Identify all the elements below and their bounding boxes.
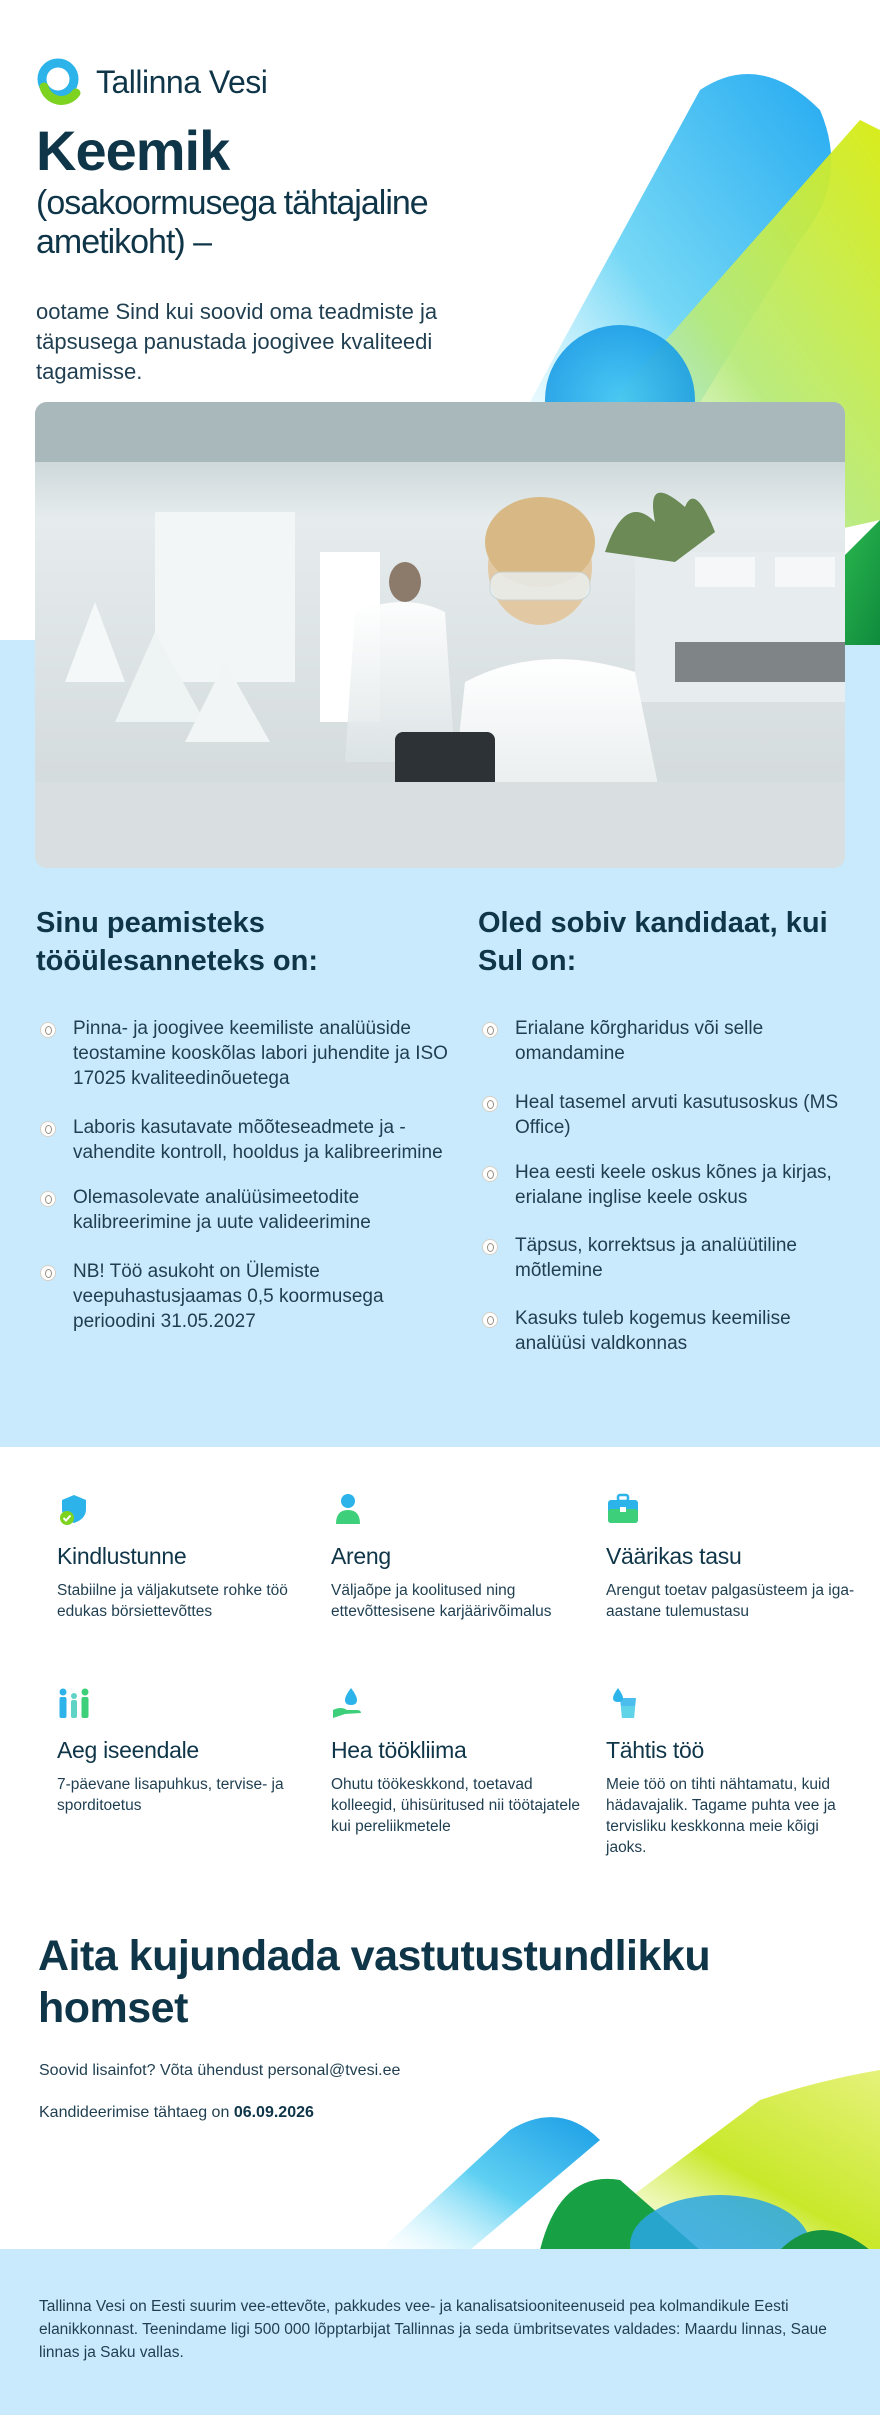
bullet-drop-icon (482, 1166, 498, 1182)
benefit-card (57, 1492, 307, 1622)
benefit-title: Tähtis töö (606, 1737, 704, 1763)
benefit-text: Väljaõpe ja koolitused ning ettevõttesisene karjäärivõimalus (331, 1582, 552, 1620)
benefit-card (331, 1686, 581, 1837)
benefit-title: Hea töökliima (331, 1737, 467, 1763)
briefcase-icon (606, 1492, 640, 1526)
family-icon (57, 1686, 91, 1720)
bullet-drop-icon (40, 1265, 56, 1281)
bullet-drop-icon (482, 1096, 498, 1112)
benefit-card (57, 1686, 307, 1816)
page-title: Keemik (36, 119, 230, 182)
requirements-title: Oled sobiv kandidaat, kui Sul on: (478, 907, 828, 977)
lab-photo (35, 402, 845, 868)
lead-text: ootame Sind kui soovid oma teadmiste ja täpsusega panustada joogivee kvaliteedi tagamisse. (36, 299, 438, 384)
list-item: Pinna- ja joogivee keemiliste analüüside teostamine kooskõlas labori juhendite ja ISO 17025 kvaliteedinõuetega (36, 1016, 456, 1091)
benefit-title: Kindlustunne (57, 1543, 187, 1569)
hand-drop-icon (331, 1686, 365, 1720)
bullet-drop-icon (40, 1191, 56, 1207)
list-item: Heal tasemel arvuti kasutusoskus (MS Office) (478, 1090, 848, 1140)
brand-name: Tallinna Vesi (96, 63, 268, 100)
bullet-drop-icon (482, 1239, 498, 1255)
benefit-card (331, 1492, 581, 1622)
bullet-drop-icon (40, 1022, 56, 1038)
benefit-text: 7-päevane lisapuhkus, tervise- ja sporditoetus (57, 1776, 284, 1814)
list-item: Erialane kõrgharidus või selle omandamine (478, 1016, 848, 1066)
shield-check-icon (57, 1492, 91, 1526)
application-deadline: Kandideerimise tähtaeg on 06.09.2026 (39, 2104, 314, 2121)
benefit-card (606, 1686, 856, 1858)
benefit-title: Väärikas tasu (606, 1543, 742, 1569)
bullet-drop-icon (40, 1121, 56, 1137)
cta-title: Aita kujundada vastutustundlikku homset (38, 1932, 711, 2032)
logo-drop-icon (36, 57, 86, 107)
benefit-text: Ohutu töökeskkond, toetavad kolleegid, ühisüritused nii töötajatele kui pereliikmetele (331, 1776, 581, 1835)
company-footer (0, 2249, 880, 2415)
footer-decoration (0, 2060, 880, 2250)
bullet-drop-icon (482, 1312, 498, 1328)
benefit-text: Arengut toetav palgasüsteem ja iga-aastane tulemustasu (606, 1582, 855, 1620)
water-glass-icon (606, 1686, 640, 1720)
benefit-text: Meie töö on tihti nähtamatu, kuid hädavajalik. Tagame puhta vee ja tervisliku keskkonna meie kõigi jaoks. (606, 1776, 836, 1856)
list-item: Hea eesti keele oskus kõnes ja kirjas, erialane inglise keele oskus (478, 1160, 848, 1210)
person-icon (331, 1492, 365, 1526)
duties-title: Sinu peamisteks tööülesanneteks on: (36, 907, 318, 977)
contact-info[interactable]: Soovid lisainfot? Võta ühendust personal@tvesi.ee (39, 2062, 401, 2079)
brand-logo[interactable] (36, 57, 267, 107)
benefit-card (606, 1492, 856, 1622)
page-subtitle: (osakoormusega tähtajaline ametikoht) – (36, 184, 428, 261)
benefit-text: Stabiilne ja väljakutsete rohke töö edukas börsiettevõttes (57, 1582, 288, 1620)
deadline-date: 06.09.2026 (233, 2104, 314, 2121)
requirements-list (478, 1016, 848, 1356)
bullet-drop-icon (482, 1022, 498, 1038)
list-item: Täpsus, korrektsus ja analüütiline mõtlemine (478, 1233, 848, 1283)
duties-list (36, 1016, 456, 1334)
benefit-title: Aeg iseendale (57, 1737, 199, 1763)
list-item: Laboris kasutavate mõõteseadmete ja -vahendite kontroll, hooldus ja kalibreerimine (36, 1115, 456, 1165)
benefit-title: Areng (331, 1543, 391, 1569)
company-description: Tallinna Vesi on Eesti suurim vee-ettevõte, pakkudes vee- ja kanalisatsiooniteenuseid pea kolmandikule Eesti elanikkonnast. Teenindame ligi 500 000 lõpptarbijat Tallinnas ja seda ümbritsevates valdades: Maardu linnas, Saue linnas ja Saku vallas. (39, 2298, 827, 2361)
list-item: Olemasolevate analüüsimeetodite kalibreerimine ja uute valideerimine (36, 1185, 456, 1235)
list-item: NB! Töö asukoht on Ülemiste veepuhastusjaamas 0,5 koormusega perioodini 31.05.2027 (36, 1259, 456, 1334)
list-item: Kasuks tuleb kogemus keemilise analüüsi valdkonnas (478, 1306, 848, 1356)
